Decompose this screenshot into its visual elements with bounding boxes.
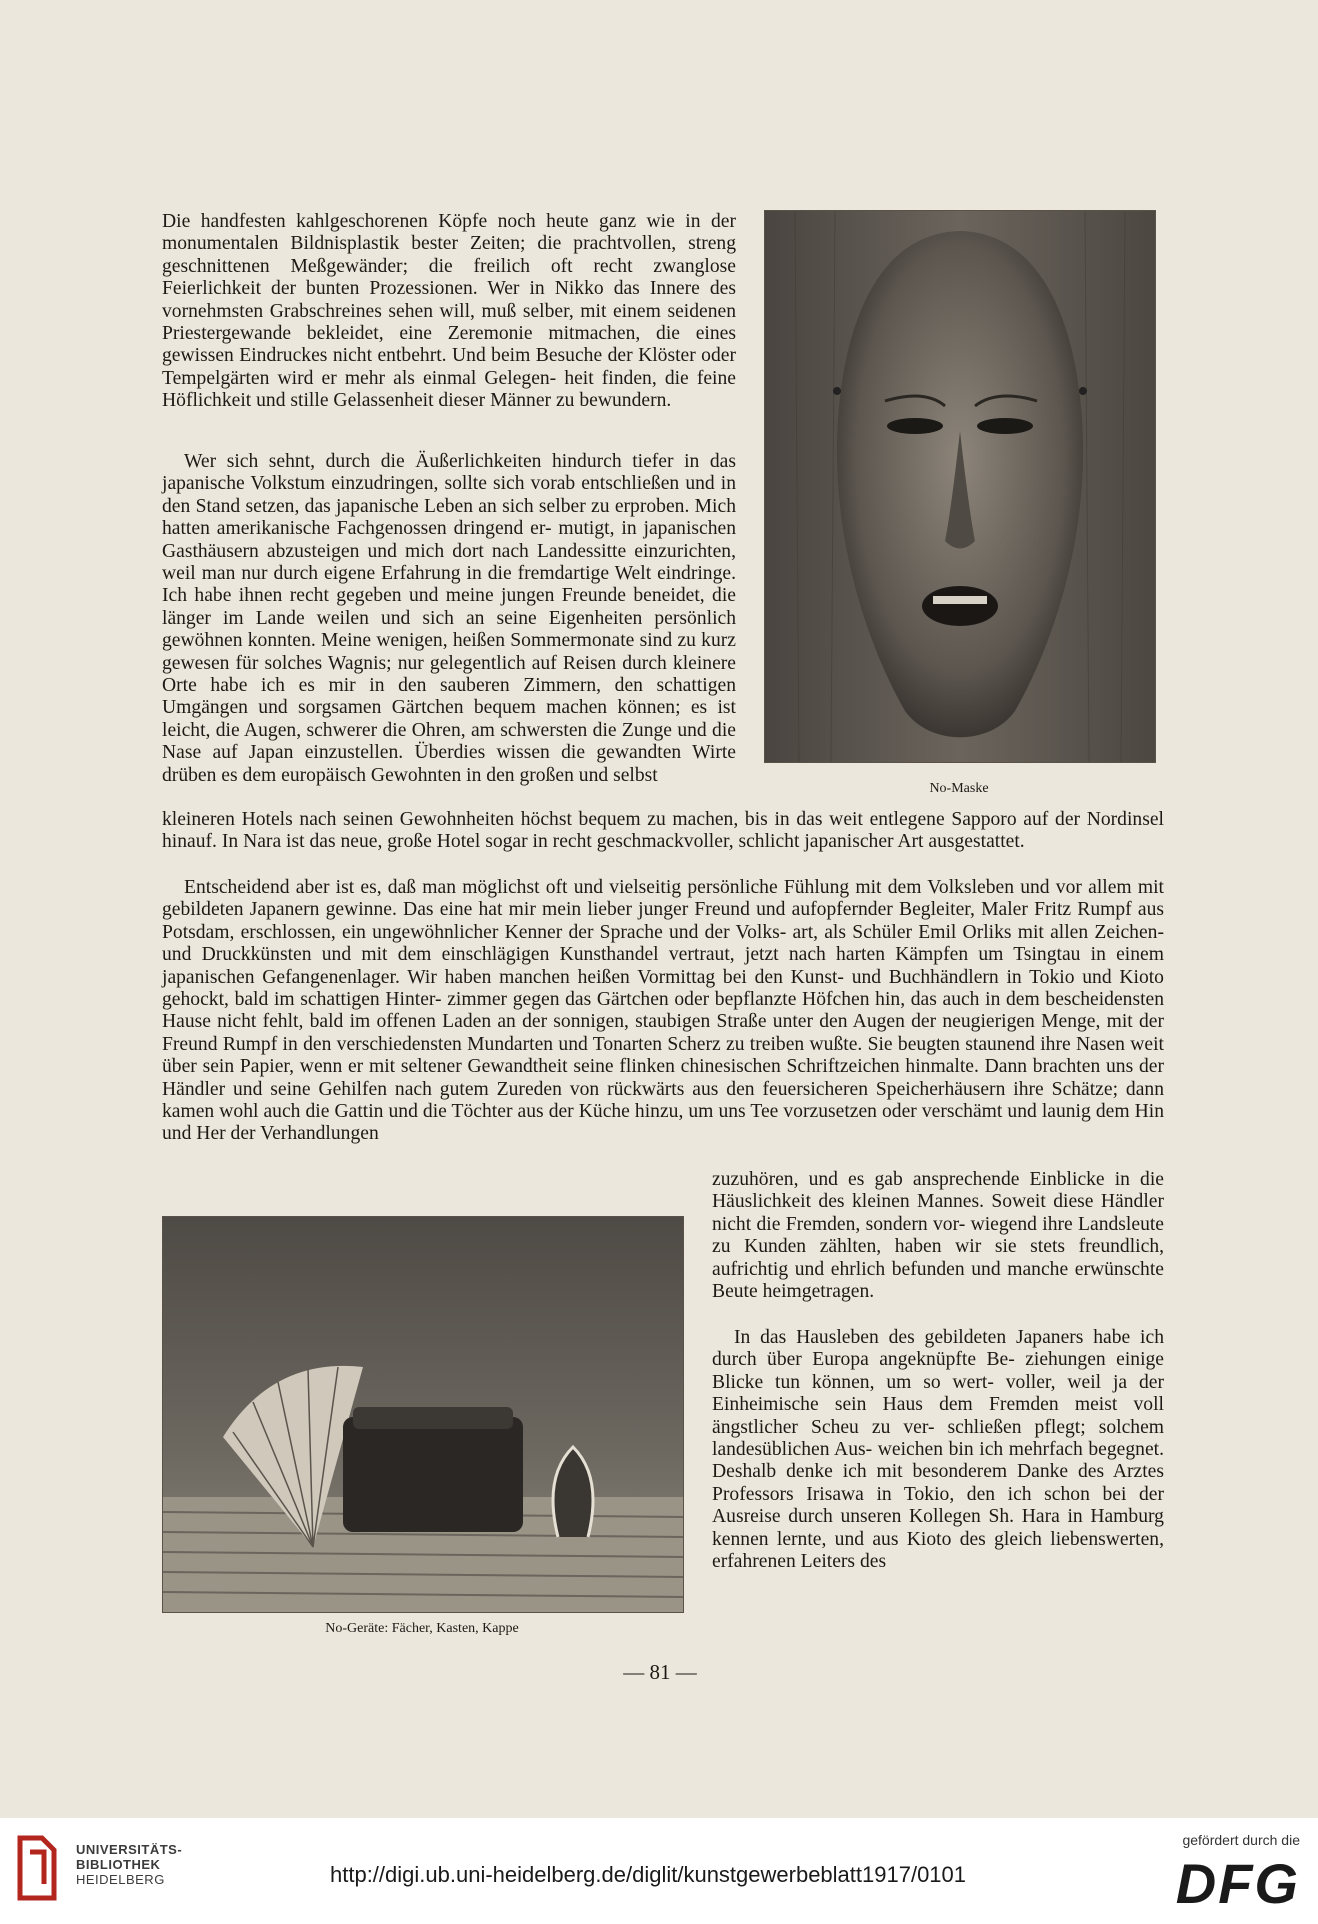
text-line: ehrlich befunden und manche erwünschte Beute xyxy=(712,1258,1164,1303)
text-line: in Hamburg kennen lernte, und aus Kioto des xyxy=(712,1506,1164,1550)
text-line: bald im offenen Laden an der sonnigen, staubigen Straße unter den Augen der neugierigen Menge, mit xyxy=(309,1011,1133,1033)
text-line: kleineren Hotels nach seinen Gewohnheiten höchst bequem zu machen, bis in das weit entlegene Sapporo auf xyxy=(162,809,1049,830)
text-line: Augen, schwerer die Ohren, am schwersten die Zunge und die xyxy=(243,719,736,741)
paragraph-2-full xyxy=(162,809,1164,854)
dfg-logo: DFG xyxy=(1175,1852,1300,1915)
text-line: Landessitte einzurichten, weil man nur durch eigene Erfahrung in xyxy=(162,540,736,585)
mask-illustration xyxy=(765,211,1155,762)
text-line: der Nordinsel hinauf. In Nara ist das neue, große Hotel sogar in recht geschmackvoller, schlicht japanischer xyxy=(162,809,1164,853)
text-line: heit finden, die feine Höflichkeit und stille Gelassenheit dieser xyxy=(162,367,736,412)
text-line: der Küche hinzu, um uns Tee vorzusetzen oder verschämt und launig dem Hin und Her der Verhandlungen xyxy=(162,1101,1165,1145)
text-line: die fremdartige Welt eindringe. Ich habe ihnen recht gegeben und xyxy=(162,563,736,607)
text-line: zimmer gegen das Gärtchen oder bepflanzte Höfchen hin, das auch in dem bescheidensten Hause nicht fehlt, xyxy=(162,989,1165,1033)
text-line: aus den feuersicheren Speicherhäusern ihre Schätze; dann kamen wohl auch die Gattin und die Töchter aus xyxy=(162,1078,1164,1123)
funded-by-label: gefördert durch die xyxy=(1182,1832,1300,1848)
text-line: Nase auf Japan einzustellen. Überdies wissen die gewandten Wirte xyxy=(162,742,736,764)
text-line: In das Hausleben des gebildeten Japaners xyxy=(734,1327,1084,1348)
text-line: voller, weil ja der Einheimische sein Haus dem xyxy=(712,1371,1164,1416)
no-props-photo xyxy=(162,1216,684,1613)
paragraph-3-narrow xyxy=(712,1169,1164,1303)
text-line: wiegend ihre Landsleute zu Kunden zählten, xyxy=(712,1213,1165,1258)
text-line: diese Händler nicht die Fremden, sondern vor- xyxy=(712,1191,1164,1235)
text-line: ziehungen einige Blicke tun können, um so wert- xyxy=(712,1349,1165,1393)
text-line: denke ich mit besonderem Danke des Arztes xyxy=(786,1461,1164,1483)
text-line: es mir in den sauberen Zimmern, den schattigen Umgängen und xyxy=(162,675,736,719)
text-line: der Ausreise durch unseren Kollegen Sh. Hara xyxy=(712,1483,1164,1528)
text-line: der Freund Rumpf in den verschiedensten Mundarten und Tonarten Scherz zu treiben wußte. Sie beugten xyxy=(162,1011,1164,1055)
text-line: Feierlichkeit der bunten Prozessionen. Wer in Nikko das Innere xyxy=(162,278,700,300)
text-line: Begleiter, Maler Fritz Rumpf aus Potsdam, erschlossen, ein ungewöhnlicher Kenner der Sprache und der Volks- xyxy=(162,899,1164,943)
paragraph-1 xyxy=(162,211,736,413)
text-line: Professors Irisawa in Tokio, den ich schon bei xyxy=(712,1483,1127,1505)
text-line: Die handfesten kahlgeschorenen Köpfe noch heute ganz wie in xyxy=(162,211,701,232)
mask-caption: No-Maske xyxy=(929,781,989,796)
text-line: vor allem mit gebildeten Japanern gewinne. Das eine hat mir mein lieber junger Freund und aufopfernder xyxy=(162,877,1164,921)
text-line: sorgsamen Gärtchen bequem machen können; es ist leicht, die xyxy=(162,697,736,741)
text-line: schließen pflegt; solchem landesüblichen Aus- xyxy=(712,1416,1165,1461)
paragraph-2-narrow xyxy=(162,451,736,787)
text-line: seidenen Priestergewande bekleidet, eine Zeremonie mitmachen, xyxy=(162,300,736,345)
text-line: Männer zu bewundern. xyxy=(490,390,672,412)
text-line: der Klöster oder Tempelgärten wird er mehr als einmal Gelegen- xyxy=(162,345,736,389)
text-line: Wagnis; nur gelegentlich auf Reisen durch kleinere Orte habe ich xyxy=(162,652,737,697)
paragraph-3 xyxy=(162,877,1164,1146)
text-line: wenigen, heißen Sommermonate sind zu kurz gewesen für solches xyxy=(162,630,736,674)
digitization-footer xyxy=(0,1818,1318,1924)
text-line: das japanische Volkstum einzudringen, sollte sich vorab entschließen xyxy=(162,451,736,495)
text-line: drüben es dem europäisch Gewohnten in den großen und selbst xyxy=(162,764,658,786)
text-line: heißen Vormittag bei den Kunst- und Buchhändlern in Tokio und Kioto gehockt, bald im schattigen Hinter- xyxy=(162,966,1164,1011)
text-line: die eines gewissen Eindruckes nicht entbehrt. Und beim Besuche xyxy=(162,323,736,367)
library-logo-icon xyxy=(12,1828,62,1908)
text-line: Entscheidend aber ist es, daß man möglichst oft und vielseitig persönliche Fühlung mit dem Volksleben und xyxy=(184,877,1050,898)
text-line: staunend ihre Nasen weit über sein Papier, wenn er mit seltener Gewandtheit seine flinken chinesischen xyxy=(162,1033,1165,1078)
text-line: mutigt, in japanischen Gasthäusern abzusteigen und mich dort nach xyxy=(162,518,736,562)
library-name: UNIVERSITÄTS- BIBLIOTHEK HEIDELBERG xyxy=(76,1842,183,1887)
text-line: der monumentalen Bildnisplastik bester Zeiten; die prachtvollen, xyxy=(162,211,736,255)
text-line: habe ich durch über Europa angeknüpfte Be- xyxy=(712,1327,1164,1371)
no-mask-photo xyxy=(764,210,1156,763)
text-line: des vornehmsten Grabschreines sehen will, muß selber, mit einem xyxy=(162,278,736,322)
text-line: weichen bin ich mehrfach begegnet. Deshalb xyxy=(712,1439,1164,1483)
paragraph-4 xyxy=(712,1327,1164,1573)
text-line: sich an seine Eigenheiten persönlich gewöhnen konnten. Meine xyxy=(162,607,737,652)
text-line: Art ausgestattet. xyxy=(897,831,1025,853)
text-line: Fremden meist voll ängstlicher Scheu zu ver- xyxy=(712,1394,1164,1438)
text-line: haben wir sie stets freundlich, aufrichtig und xyxy=(712,1236,1165,1280)
text-line: streng geschnittenen Meßgewänder; die freilich oft recht zwanglose xyxy=(162,233,737,277)
text-line: vertraut, jetzt nach harten Kämpfen um Tsingtau in einem japanischen Gefangenenlager. Wir haben manchen xyxy=(162,944,1164,988)
props-illustration xyxy=(163,1217,683,1612)
text-line: gleich liebenswerten, erfahrenen Leiters des xyxy=(712,1528,1164,1573)
text-line: und in den Stand setzen, das japanische Leben an sich selber zu xyxy=(162,473,737,517)
props-caption: No-Geräte: Fächer, Kasten, Kappe xyxy=(325,1621,519,1636)
text-line: zuzuhören, und es gab ansprechende Einblicke xyxy=(712,1169,1105,1190)
text-line: meine jungen Freunde beneidet, die länger im Lande weilen und xyxy=(162,585,736,629)
text-line: art, als Schüler Emil Orliks mit allen Zeichen- und Druckkünsten und mit dem einschlägigen Kunsthandel xyxy=(162,921,1164,966)
text-line: erproben. Mich hatten amerikanische Fachgenossen dringend er- xyxy=(162,495,736,540)
text-line: heimgetragen. xyxy=(762,1281,875,1303)
text-line: Schriftzeichen hinmalte. Dann brachten uns der Händler und seine Gehilfen nach gutem Zureden von rückwärts xyxy=(162,1056,1164,1100)
page-number: — 81 — xyxy=(623,1660,697,1684)
source-url[interactable]: http://digi.ub.uni-heidelberg.de/diglit/kunstgewerbeblatt1917/0101 xyxy=(330,1862,967,1887)
text-line: Wer sich sehnt, durch die Äußerlichkeiten hindurch tiefer in xyxy=(184,451,700,472)
text-line: in die Häuslichkeit des kleinen Mannes. Soweit xyxy=(712,1169,1164,1213)
